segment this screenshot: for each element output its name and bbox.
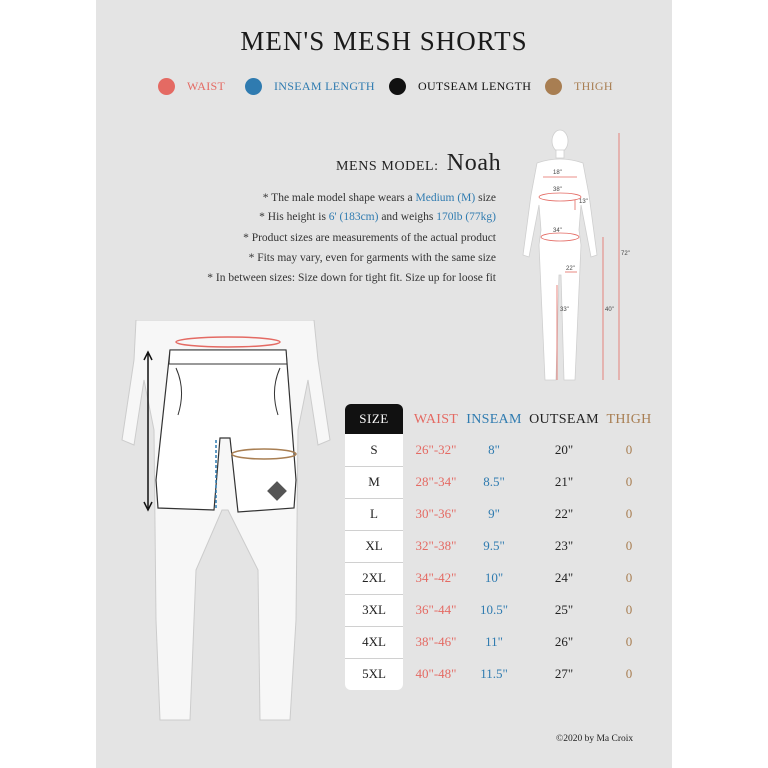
outseam-cell: 25" (554, 602, 574, 617)
body-diagram (515, 125, 640, 385)
outseam-cell: 21" (554, 474, 574, 489)
waist-cell: 28"-34" (415, 474, 457, 489)
copyright: ©2020 by Ma Croix (556, 734, 634, 744)
note-text: * His height is (259, 211, 329, 223)
thigh-cell: 0 (625, 442, 633, 457)
waist-cell: 38"-46" (415, 634, 457, 649)
note-highlight: 6' (183cm) (328, 211, 379, 223)
legend-item-inseam (245, 78, 375, 95)
inseam-cell: 10.5" (479, 602, 509, 617)
body-silhouette (523, 130, 597, 380)
note-text: * Product sizes are measurements of the actual product (243, 232, 496, 244)
outseam-cell: 20" (554, 442, 574, 457)
waist-dot-icon (158, 78, 175, 95)
waist-cell: 32"-38" (415, 538, 457, 553)
thigh-cell: 0 (625, 506, 633, 521)
size-column-header: SIZE (345, 404, 403, 434)
thigh-cell: 0 (625, 666, 633, 681)
outseam-label: 40" (605, 307, 614, 313)
waist-label: 34" (553, 228, 562, 234)
chest-label: 38" (553, 187, 562, 193)
model-heading (336, 150, 501, 177)
size-cell: L (370, 506, 378, 521)
inseam-cell: 9" (488, 506, 500, 521)
inseam-cell: 9.5" (483, 538, 505, 553)
inseam-cell: 11" (485, 634, 503, 649)
size-cell: 5XL (362, 666, 386, 681)
note-text: * In between sizes: Size down for tight fit. Size up for loose fit (207, 272, 496, 284)
outseam-cell: 22" (554, 506, 574, 521)
waist-cell: 30"-36" (415, 506, 457, 521)
waist-cell: 26"-32" (415, 442, 457, 457)
waist-cell: 36"-44" (415, 602, 457, 617)
table-row (0, 530, 768, 562)
outseam-cell: 27" (554, 666, 574, 681)
legend (0, 78, 768, 100)
table-row (0, 466, 768, 498)
legend-item-waist (158, 78, 225, 95)
outseam-header: OUTSEAM (529, 412, 599, 427)
inseam-cell: 11.5" (480, 666, 508, 681)
thigh-cell: 0 (625, 634, 633, 649)
size-cell: XL (365, 538, 383, 553)
waist-cell: 34"-42" (415, 570, 457, 585)
table-row (0, 594, 768, 626)
legend-label: OUTSEAM LENGTH (418, 79, 532, 93)
thigh-label: 22" (566, 266, 575, 272)
shoulder-label: 18" (553, 170, 562, 176)
outseam-cell: 24" (554, 570, 574, 585)
table-row (0, 562, 768, 594)
size-cell: 2XL (362, 570, 386, 585)
legend-label: INSEAM LENGTH (274, 79, 375, 93)
thigh-dot-icon (545, 78, 562, 95)
page-title: MEN'S MESH SHORTS (240, 26, 528, 56)
outseam-cell: 26" (554, 634, 574, 649)
note-highlight: 170lb (77kg) (436, 211, 496, 223)
chest-depth-label: 13" (579, 199, 588, 205)
note-highlight: Medium (M) (415, 192, 476, 204)
inseam-dot-icon (245, 78, 262, 95)
note-text: and weighs (378, 211, 437, 223)
height-label: 72" (621, 251, 630, 257)
model-note (259, 211, 496, 223)
model-note (263, 192, 496, 204)
inseam-cell: 10" (484, 570, 504, 585)
table-row (0, 626, 768, 658)
note-text: * Fits may vary, even for garments with the same size (248, 252, 496, 264)
table-row (0, 498, 768, 530)
outseam-dot-icon (389, 78, 406, 95)
inseam-header: INSEAM (466, 412, 522, 427)
thigh-cell: 0 (625, 602, 633, 617)
size-cell: S (370, 442, 378, 457)
thigh-cell: 0 (625, 538, 633, 553)
waist-cell: 40"-48" (415, 666, 457, 681)
thigh-header: THIGH (606, 412, 652, 427)
legend-label: THIGH (574, 79, 613, 93)
inseam-cell: 8.5" (483, 474, 505, 489)
size-cell: M (368, 474, 380, 489)
inseam-cell: 8" (488, 442, 500, 457)
table-row (0, 658, 768, 690)
thigh-cell: 0 (625, 570, 633, 585)
outseam-cell: 23" (554, 538, 574, 553)
table-row (0, 434, 768, 466)
note-text: * The male model shape wears a (262, 192, 416, 204)
thigh-cell: 0 (625, 474, 633, 489)
legend-item-outseam (389, 78, 531, 95)
waist-header: WAIST (413, 412, 459, 427)
inseam-label: 33" (560, 307, 569, 313)
model-note (243, 232, 496, 244)
model-name: Noah (446, 150, 502, 176)
legend-label: WAIST (187, 79, 226, 93)
size-cell: 4XL (362, 634, 386, 649)
size-cell: 3XL (362, 602, 386, 617)
model-note (207, 272, 496, 284)
model-note (249, 252, 496, 264)
note-text: size (475, 192, 496, 204)
model-heading-label: MENS MODEL: (336, 159, 439, 174)
legend-item-thigh (545, 78, 613, 95)
